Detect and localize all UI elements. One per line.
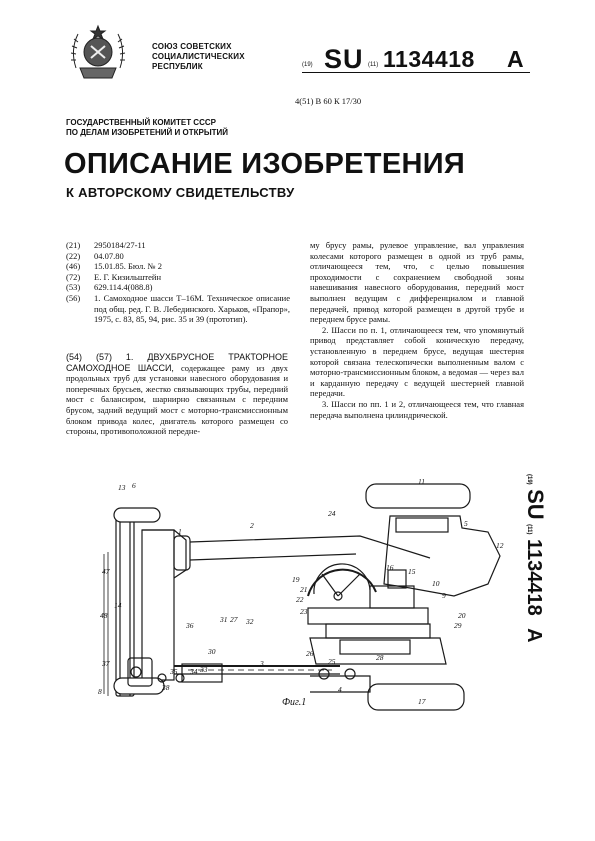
- bibliographic-data: [66, 240, 290, 325]
- figure-label: 37: [102, 659, 110, 668]
- figure-label: 21: [300, 585, 308, 594]
- figure-label: 29: [454, 621, 462, 630]
- chassis-drawing: [70, 478, 515, 718]
- figure-label: 4: [338, 685, 342, 694]
- figure-caption: Фиг.1: [282, 697, 307, 708]
- figure-label: 38: [162, 683, 170, 692]
- document-title: ОПИСАНИЕ ИЗОБРЕТЕНИЯ: [64, 148, 465, 180]
- figure-label: 33: [200, 665, 208, 674]
- committee-line-2: ПО ДЕЛАМ ИЗОБРЕТЕНИЙ И ОТКРЫТИЙ: [66, 128, 229, 137]
- biblio-row: (53) 629.114.4(088.8): [66, 282, 153, 293]
- figure-label: 34: [190, 667, 198, 676]
- org-line-3: РЕСПУБЛИК: [152, 62, 203, 71]
- biblio-row: (22) 04.07.80: [66, 250, 124, 261]
- biblio-row: (56) 1. Самоходное шасси Т–16М. Техническое описание под общ. ред. Г. В. Лебединского. Харьков, «Прапор», 1975, с. 83, 85, 94, рис. 35 и 39 (прототип).: [66, 292, 290, 325]
- claim-3: 3. Шасси по пп. 1 и 2, отличающееся тем, что главная передача выполнена цилиндрической.: [310, 398, 524, 420]
- vertical-patent-number: (19) SU (11) 1134418 A: [523, 474, 548, 643]
- biblio-row: (21) 2950184/27-11: [66, 240, 146, 250]
- biblio-row: (72) Е. Г. Кизильштейн: [66, 271, 162, 282]
- figure-label: 28: [376, 653, 384, 662]
- figure-label: 36: [186, 621, 194, 630]
- figure-label: 14: [114, 601, 122, 610]
- code-11: (11): [368, 62, 379, 68]
- figure-label: 26: [306, 649, 314, 658]
- figure-label: 19: [292, 575, 300, 584]
- figure-label: 16: [386, 563, 394, 572]
- figure-label: 35: [170, 667, 178, 676]
- figure-label: 11: [418, 478, 425, 486]
- claims-column-2: [310, 240, 524, 420]
- code-19: (19): [302, 62, 313, 68]
- figure-label: 3: [260, 659, 264, 668]
- figure-label: 8: [98, 687, 102, 696]
- figure-label: 23: [300, 607, 308, 616]
- figure-label: 31: [220, 615, 228, 624]
- figure-label: 25: [328, 657, 336, 666]
- figure-label: 12: [496, 541, 504, 550]
- figure-label: 47: [102, 567, 110, 576]
- figure-label: 20: [458, 611, 466, 620]
- figure-label: 30: [208, 647, 216, 656]
- figure-label: 17: [418, 697, 426, 706]
- org-name: [152, 42, 245, 72]
- claim-2: 2. Шасси по п. 1, отличающееся тем, что упомянутый привод представляет собой коническую передачу, установленную в переднем брусе, ведущая шестерня которой связана телескопически выполненным валом с моторно-трансмиссионным блоком, а ведомая — через вал и карданную передачу с ведущей шестерней главной передачи.: [310, 324, 524, 399]
- figure-label: 13: [118, 483, 126, 492]
- patent-kind: A: [507, 46, 524, 72]
- figure-label: 5: [464, 519, 468, 528]
- figure-label: 32: [246, 617, 254, 626]
- figure-label: 15: [408, 567, 416, 576]
- abstract-claim-1: [66, 352, 288, 437]
- figure-label: 1: [178, 527, 182, 536]
- figure-label: 22: [296, 595, 304, 604]
- claim-body: содержащее раму из двух продольных труб для установки навесного оборудования и поперечных брусьев, жестко связывающих трубы, передний мост с балансиром, шарнирно связанным с передним брусом, задний ведущий мост с моторно-трансмиссионным блоком привода колес, двигатель которого размещен со стороны, противоположной передне-: [66, 362, 289, 437]
- claim-heading: (54) (57) 1. ДВУХБРУСНОЕ ТРАКТОРНОЕ САМОХОДНОЕ ШАССИ,: [66, 352, 288, 373]
- figure-label: 9: [442, 591, 446, 600]
- figure-label: 10: [432, 579, 440, 588]
- country-code: SU: [324, 44, 364, 74]
- state-emblem: [66, 22, 130, 84]
- biblio-row: (46) 15.01.85. Бюл. № 2: [66, 261, 162, 272]
- ipc-class: 4(51) В 60 К 17/30: [295, 96, 362, 106]
- figure-label: 2: [250, 521, 254, 530]
- figure-label: 6: [132, 481, 136, 490]
- org-line-1: СОЮЗ СОВЕТСКИХ: [152, 42, 232, 51]
- figure-label: 27: [230, 615, 238, 624]
- patent-number: 1134418: [383, 46, 475, 72]
- org-line-2: СОЦИАЛИСТИЧЕСКИХ: [152, 52, 245, 61]
- claim-1-continuation: му брусу рамы, рулевое управление, вал управления колесами которого размещен в одной из труб рамы, отличающееся тем, что, с целью повышения проходимости с сохранением свободной зоны навешивания навесного оборудования, передний мост выполнен ведущим с дифференциалом и главной передачей, привод которой размещен в другой трубе и переднем брусе рамы.: [310, 240, 524, 325]
- committee-name: [66, 118, 228, 138]
- figure-label: 48: [100, 611, 108, 620]
- document-subtitle: К АВТОРСКОМУ СВИДЕТЕЛЬСТВУ: [66, 185, 295, 200]
- committee-line-1: ГОСУДАРСТВЕННЫЙ КОМИТЕТ СССР: [66, 118, 216, 127]
- figure-label: 24: [328, 509, 336, 518]
